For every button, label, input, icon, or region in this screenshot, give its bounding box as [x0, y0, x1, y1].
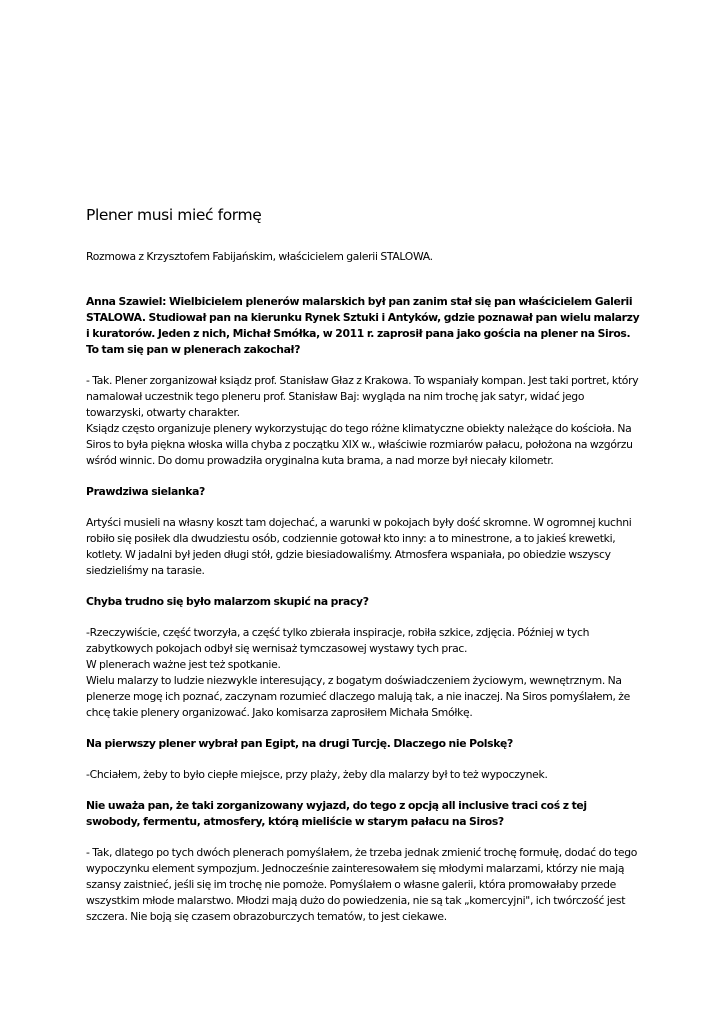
question-3: Chyba trudno się było malarzom skupić na pracy? — [86, 595, 369, 608]
answer-3 — [86, 625, 641, 721]
answer-1 — [86, 373, 641, 469]
article-title: Plener musi mieć formę — [86, 206, 262, 224]
interview-body — [86, 294, 641, 940]
question-4: Na pierwszy plener wybrał pan Egipt, na drugi Turcję. Dlaczego nie Polskę? — [86, 737, 513, 750]
answer-3-para-3: Wielu malarzy to ludzie niezwykle interesujący, z bogatym doświadczeniem życiowym, wewnętrznym. Na plenerze mogę ich poznać, zaczynam rozumieć dlaczego malują tak, a nie inaczej. Na Siros pomyślałem, że chcę takie plenery organizować. Jako komisarza zaprosiłem Michała Smółkę. — [86, 674, 630, 719]
question-2: Prawdziwa sielanka? — [86, 485, 205, 498]
answer-5-para-1: - Tak, dlatego po tych dwóch plenerach pomyślałem, że trzeba jednak zmienić trochę formułę, dodać do tego wypoczynku element sympozjum. Jednocześnie zainteresowałem się młodymi malarzami, którzy nie mają szansy zaistnieć, jeśli się im trochę nie pomoże. Pomyślałem o własne galerii, która promowałaby przede wszystkim młode malarstwo. Młodzi mają dużo do powiedzenia, nie są tak „komercyjni", ich twórczość jest szczera. Nie boją się czasem obrazoburczych tematów, to jest ciekawe. — [86, 846, 638, 923]
article-subtitle: Rozmowa z Krzysztofem Fabijańskim, właścicielem galerii STALOWA. — [86, 250, 433, 263]
answer-2 — [86, 515, 641, 579]
answer-4-para-1: -Chciałem, żeby to było ciepłe miejsce, przy plaży, żeby dla malarzy był to też wypoczynek. — [86, 768, 548, 781]
answer-5 — [86, 845, 641, 925]
question-5: Nie uważa pan, że taki zorganizowany wyjazd, do tego z opcją all inclusive traci coś z tej swobody, fermentu, atmosfery, którą mieliście w starym pałacu na Siros? — [86, 799, 587, 828]
answer-4 — [86, 767, 641, 783]
question-1: Anna Szawiel: Wielbicielem plenerów malarskich był pan zanim stał się pan właścicielem Galerii STALOWA. Studiował pan na kierunku Rynek Sztuki i Antyków, gdzie poznawał pan wielu malarzy i kuratorów. Jeden z nich, Michał Smółka, w 2011 r. zaprosił pana jako gościa na plener na Siros. To tam się pan w plenerach zakochał? — [86, 295, 640, 356]
answer-1-para-1: - Tak. Plener zorganizował ksiądz prof. Stanisław Głaz z Krakowa. To wspaniały kompan. Jest taki portret, który namalował uczestnik tego pleneru prof. Stanisław Baj: wygląda na nim trochę jak satyr, widać jego towarzyski, otwarty charakter. — [86, 374, 639, 419]
answer-1-para-2: Ksiądz często organizuje plenery wykorzystując do tego różne klimatyczne obiekty należące do kościoła. Na Siros to była piękna włoska willa chyba z początku XIX w., właściwie rozmiarów pałacu, położona na wzgórzu wśród winnic. Do domu prowadziła oryginalna kuta brama, a nad morze był niecały kilometr. — [86, 422, 633, 467]
answer-3-para-2: W plenerach ważne jest też spotkanie. — [86, 658, 281, 671]
answer-2-para-1: Artyści musieli na własny koszt tam dojechać, a warunki w pokojach były dość skromne. W ogromnej kuchni robiło się posiłek dla dwudziestu osób, codziennie gotował kto inny: a to minestrone, a to jakieś krewetki, kotlety. W jadalni był jeden długi stół, gdzie biesiadowaliśmy. Atmosfera wspaniała, po obiedzie wszyscy siedzieliśmy na tarasie. — [86, 516, 632, 577]
answer-3-para-1: -Rzeczywiście, część tworzyła, a część tylko zbierała inspiracje, robiła szkice, zdjęcia. Później w tych zabytkowych pokojach odbył się wernisaż tymczasowej wystawy tych prac. — [86, 626, 590, 655]
